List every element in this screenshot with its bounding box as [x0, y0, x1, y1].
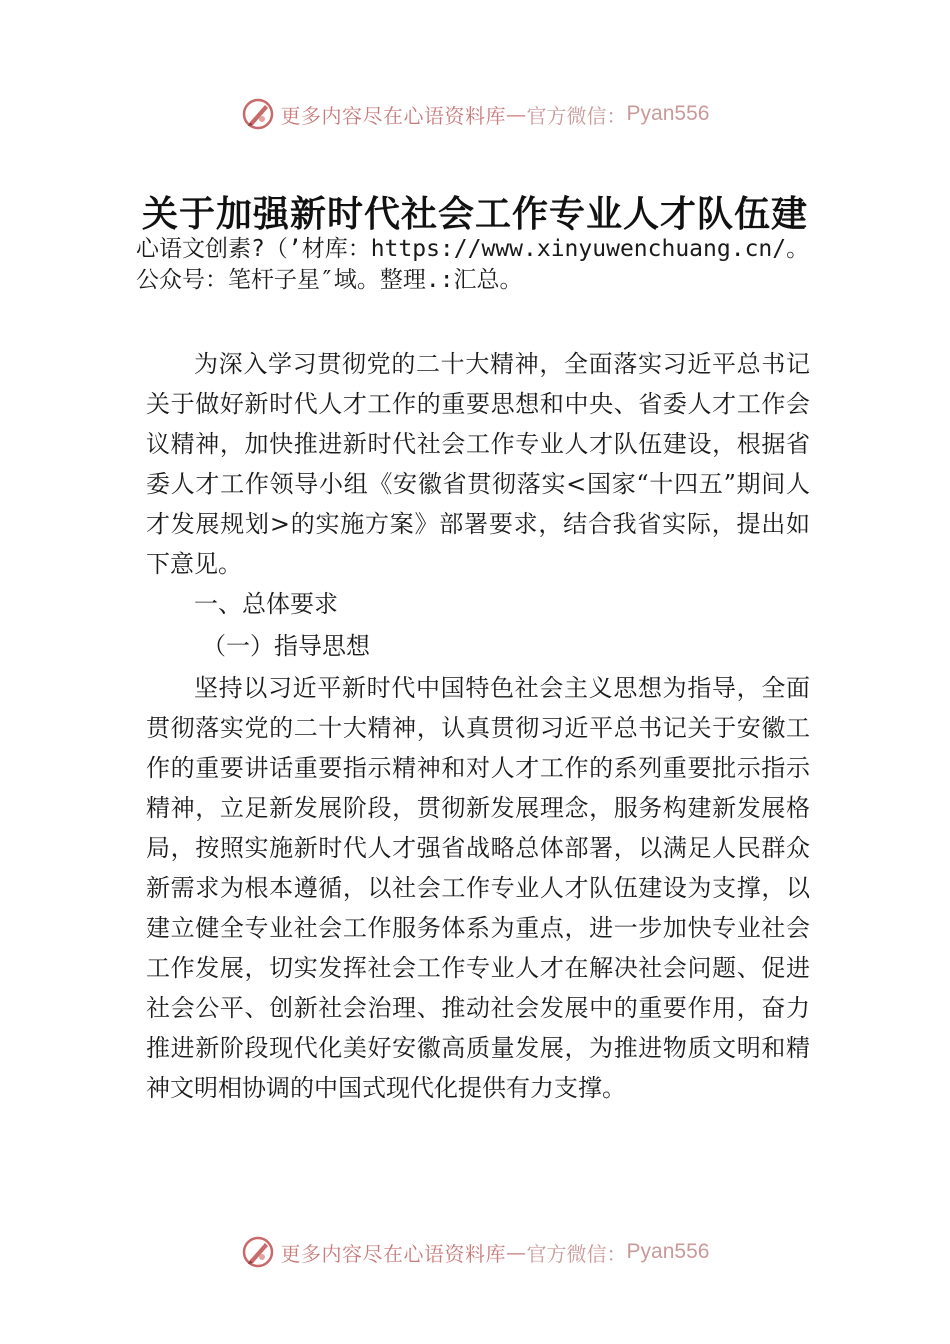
section-heading: 一、总体要求 — [194, 590, 338, 618]
banner-wechat-label: 官方微信： — [526, 103, 627, 128]
document-body — [146, 344, 810, 1108]
source-note: 心语文创素?（’材库：https://www.xinyuwenchuang.cn/。公众号：笔杆子星″域。整理.:汇总。 — [136, 236, 810, 293]
banner-dash: — — [506, 1240, 527, 1264]
banner-wechat-label: 官方微信： — [526, 1241, 627, 1266]
header-watermark-banner — [0, 94, 950, 134]
banner-wechat-id: Pyan556 — [626, 102, 710, 125]
banner-dash: — — [506, 102, 527, 126]
pen-logo-icon — [241, 97, 275, 131]
body-paragraph: 为深入学习贯彻党的二十大精神，全面落实习近平总书记关于做好新时代人才工作的重要思想和中央、省委人才工作会议精神，加快推进新时代社会工作专业人才队伍建设，根据省委人才工作领导小组《安徽省贯彻落实<国家“十四五”期间人才发展规划>的实施方案》部署要求，结合我省实际，提出如下意见。 — [146, 350, 810, 578]
document-title: 关于加强新时代社会工作专业人才队伍建 — [141, 194, 808, 235]
banner-text: 更多内容尽在心语资料库 — [280, 1241, 507, 1266]
footer-watermark-banner — [0, 1232, 950, 1272]
pen-logo-icon — [241, 1235, 275, 1269]
subsection-heading: （一）指导思想 — [202, 632, 370, 660]
body-paragraph: 坚持以习近平新时代中国特色社会主义思想为指导，全面贯彻落实党的二十大精神，认真贯彻习近平总书记关于安徽工作的重要讲话重要指示精神和对人才工作的系列重要批示指示精神，立足新发展阶段，贯彻新发展理念，服务构建新发展格局，按照实施新时代人才强省战略总体部署，以满足人民群众新需求为根本遵循，以社会工作专业人才队伍建设为支撑，以建立健全专业社会工作服务体系为重点，进一步加快专业社会工作发展，切实发挥社会工作专业人才在解决社会问题、促进社会公平、创新社会治理、推动社会发展中的重要作用，奋力推进新阶段现代化美好安徽高质量发展，为推进物质文明和精神文明相协调的中国式现代化提供有力支撑。 — [146, 674, 810, 1102]
banner-wechat-id: Pyan556 — [626, 1240, 710, 1263]
banner-text: 更多内容尽在心语资料库 — [280, 103, 507, 128]
